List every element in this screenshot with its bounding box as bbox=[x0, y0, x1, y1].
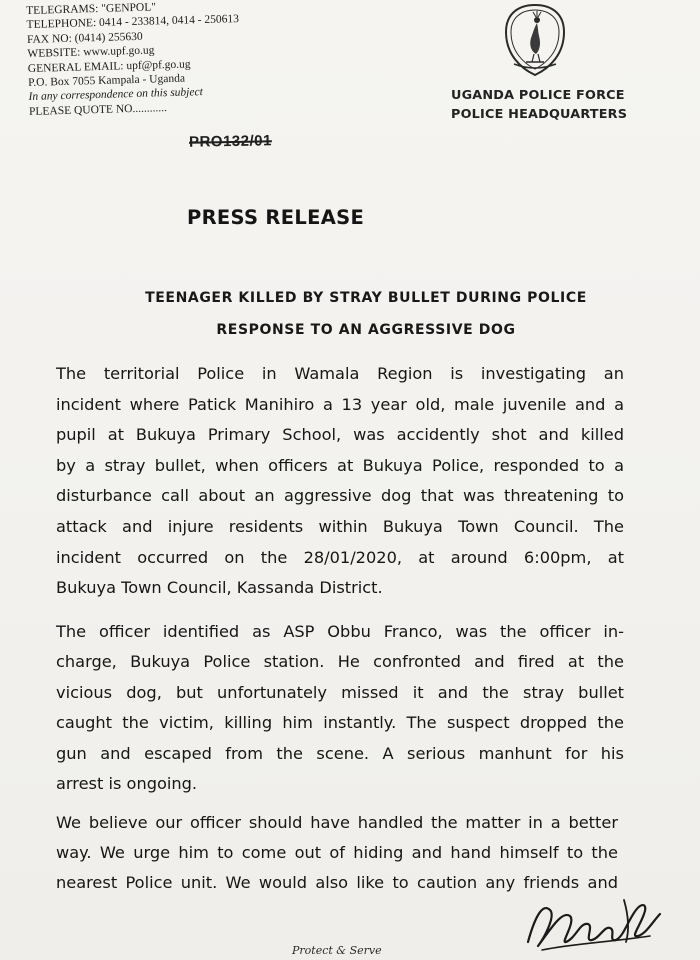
reference-number: PRO132/01 bbox=[188, 132, 273, 151]
paragraph-1 bbox=[56, 359, 624, 604]
quote-number-label: PLEASE QUOTE NO............ bbox=[28, 101, 168, 118]
paragraph-line: way. We urge him to come out of hiding and hand himself to the bbox=[56, 843, 618, 863]
uganda-police-crest-icon bbox=[500, 2, 570, 78]
paragraph-line: arrest is ongoing. bbox=[56, 774, 198, 794]
contact-po-box: P.O. Box 7055 Kampala - Uganda bbox=[28, 72, 186, 89]
paragraph-line: Bukuya Town Council, Kassanda District. bbox=[56, 578, 383, 598]
paragraph-line: incident where Patick Manihiro a 13 year old, male juvenile and a bbox=[56, 394, 624, 414]
paragraph-line: by a stray bullet, when officers at Bukuya Police, responded to a bbox=[56, 455, 624, 475]
paragraph-2 bbox=[56, 617, 624, 799]
contact-email: GENERAL EMAIL: upf@pf.go.ug bbox=[27, 58, 191, 75]
headline-line-1: TEENAGER KILLED BY STRAY BULLET DURING POLICE bbox=[145, 290, 587, 306]
paragraph-line: charge, Bukuya Police station. He confronted and fired at the bbox=[56, 652, 624, 672]
document-type-title: PRESS RELEASE bbox=[187, 206, 365, 229]
paragraph-line: disturbance call about an aggressive dog that was threatening to bbox=[56, 486, 624, 506]
contact-fax: FAX NO: (0414) 255630 bbox=[26, 30, 143, 46]
paragraph-line: The officer identified as ASP Obbu Franco, was the officer in- bbox=[56, 622, 624, 641]
headline bbox=[60, 282, 672, 346]
footer-motto: Protect & Serve bbox=[292, 944, 382, 957]
paragraph-line: gun and escaped from the scene. A serious manhunt for his bbox=[56, 743, 624, 763]
organization-line-1: UGANDA POLICE FORCE bbox=[451, 88, 625, 103]
paragraph-line: pupil at Bukuya Primary School, was accidently shot and killed bbox=[56, 425, 624, 445]
organization-name bbox=[451, 86, 651, 124]
headline-line-2: RESPONSE TO AN AGGRESSIVE DOG bbox=[216, 322, 516, 338]
contact-telephone: TELEPHONE: 0414 - 233814, 0414 - 250613 bbox=[26, 13, 240, 32]
handwritten-signature-icon bbox=[520, 880, 670, 960]
paragraph-line: vicious dog, but unfortunately missed it and the stray bullet bbox=[56, 682, 624, 702]
organization-line-2: POLICE HEADQUARTERS bbox=[451, 107, 628, 122]
letterhead-contacts bbox=[26, 0, 329, 119]
paragraph-line: attack and injure residents within Bukuya Town Council. The bbox=[56, 516, 624, 536]
paragraph-line: caught the victim, killing him instantly. The suspect dropped the bbox=[56, 713, 624, 733]
paragraph-line: nearest Police unit. We would also like to caution any friends and bbox=[56, 873, 618, 893]
correspondence-note: In any correspondence on this subject bbox=[28, 86, 203, 104]
paragraph-line: We believe our officer should have handled the matter in a better bbox=[56, 813, 618, 832]
paragraph-line: incident occurred on the 28/01/2020, at around 6:00pm, at bbox=[56, 547, 624, 567]
paragraph-line: The territorial Police in Wamala Region is investigating an bbox=[56, 364, 624, 383]
contact-website: WEBSITE: www.upf.go.ug bbox=[27, 44, 155, 61]
contact-telegrams: TELEGRAMS: "GENPOL" bbox=[26, 1, 157, 17]
